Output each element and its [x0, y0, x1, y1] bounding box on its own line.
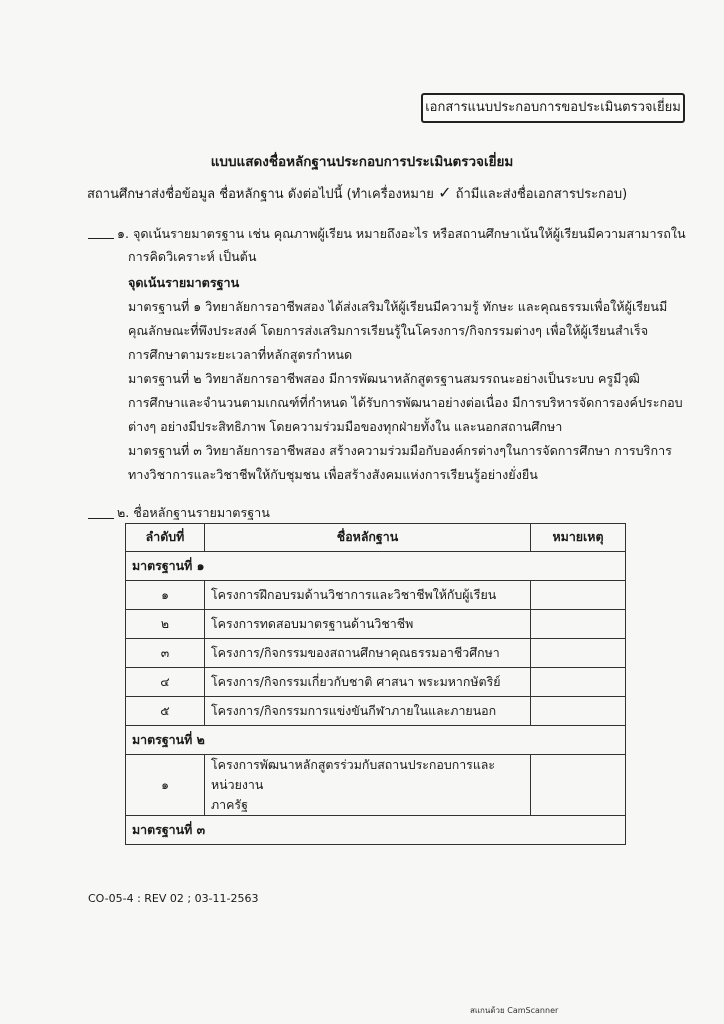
section1-line2: การคิดวิเคราะห์ เป็นต้น: [128, 249, 257, 264]
row-remark: [531, 697, 626, 726]
section1-text-line: มาตรฐานที่ ๒ วิทยาลัยการอาชีพสอง มีการพัฒนาหลักสูตรฐานสมรรถนะอย่างเป็นระบบ ครูมีวุฒิ: [128, 371, 640, 386]
table-row: [126, 639, 626, 668]
section1-text-line: ต่างๆ อย่างมีประสิทธิภาพ โดยความร่วมมือของทุกฝ่ายทั้งใน และนอกสถานศึกษา: [128, 419, 563, 434]
section2-heading: ๒. ชื่อหลักฐานรายมาตรฐาน: [117, 505, 270, 520]
row-remark: [531, 581, 626, 610]
row-evidence-name: โครงการ/กิจกรรมของสถานศึกษาคุณธรรมอาชีวศึกษา: [205, 639, 531, 668]
row-no: ๑: [126, 581, 205, 610]
row-evidence-name-line1: โครงการพัฒนาหลักสูตรร่วมกับสถานประกอบการและหน่วยงาน: [211, 757, 496, 792]
col-header-evidence-name: ชื่อหลักฐาน: [205, 524, 531, 552]
row-evidence-name-line2: ภาครัฐ: [211, 797, 248, 812]
col-header-remark: หมายเหตุ: [531, 524, 626, 552]
section1-text-line: การศึกษาตามระยะเวลาที่หลักสูตรกำหนด: [128, 347, 353, 362]
table-row: [126, 581, 626, 610]
standard-row: [126, 816, 626, 845]
section1-text-line: มาตรฐานที่ ๑ วิทยาลัยการอาชีพสอง ได้ส่งเสริมให้ผู้เรียนมีความรู้ ทักษะ และคุณธรรมเพื่อให้ผู้เรียนมี: [128, 299, 668, 314]
table-row: [126, 697, 626, 726]
standard-1-heading: มาตรฐานที่ ๑: [126, 552, 626, 581]
standard-3-heading: มาตรฐานที่ ๓: [126, 816, 626, 845]
standard-2-heading: มาตรฐานที่ ๒: [126, 726, 626, 755]
row-evidence-name: โครงการ/กิจกรรมเกี่ยวกับชาติ ศาสนา พระมหากษัตริย์: [205, 668, 531, 697]
row-evidence-name: โครงการฝึกอบรมด้านวิชาการและวิชาชีพให้กับผู้เรียน: [205, 581, 531, 610]
table-row: [126, 668, 626, 697]
scanner-watermark: สแกนด้วย CamScanner: [470, 1006, 559, 1015]
evidence-table: [125, 523, 626, 845]
table-row: [126, 610, 626, 639]
section1-text-line: การศึกษาและจำนวนตามเกณฑ์ที่กำหนด ได้รับการพัฒนาอย่างต่อเนื่อง มีการบริหารจัดการองค์ประกอบ: [128, 395, 683, 410]
row-evidence-name: [205, 755, 531, 816]
check-mark-icon: ✓: [438, 183, 452, 202]
table-row: [126, 755, 626, 816]
row-no: ๒: [126, 610, 205, 639]
section1-blank-line: [88, 238, 114, 239]
document-code-footer: CO-05-4 : REV 02 ; 03-11-2563: [88, 892, 259, 905]
intro-line: [87, 183, 627, 204]
table-header-row: [126, 524, 626, 552]
section1-line1: ๑. จุดเน้นรายมาตรฐาน เช่น คุณภาพผู้เรียน หมายถึงอะไร หรือสถานศึกษาเน้นให้ผู้เรียนมีความสามารถใน: [117, 226, 686, 241]
row-evidence-name: โครงการทดสอบมาตรฐานด้านวิชาชีพ: [205, 610, 531, 639]
section1-text-line: มาตรฐานที่ ๓ วิทยาลัยการอาชีพสอง สร้างความร่วมมือกับองค์กรต่างๆในการจัดการศึกษา การบริการ: [128, 443, 672, 458]
attachment-label-box: เอกสารแนบประกอบการขอประเมินตรวจเยี่ยม: [421, 93, 685, 123]
section2-blank-line: [88, 518, 114, 519]
section1-text-line: ทางวิชาการและวิชาชีพให้กับชุมชน เพื่อสร้างสังคมแห่งการเรียนรู้อย่างยั่งยืน: [128, 467, 538, 482]
row-no: ๕: [126, 697, 205, 726]
row-no: ๑: [126, 755, 205, 816]
col-header-no: ลำดับที่: [126, 524, 205, 552]
row-remark: [531, 639, 626, 668]
standard-row: [126, 552, 626, 581]
row-no: ๓: [126, 639, 205, 668]
document-title: แบบแสดงชื่อหลักฐานประกอบการประเมินตรวจเยี่ยม: [210, 154, 514, 170]
intro-text-before: สถานศึกษาส่งชื่อข้อมูล ชื่อหลักฐาน ดังต่อไปนี้ (ทำเครื่องหมาย: [87, 187, 434, 202]
row-evidence-name: โครงการ/กิจกรรมการแข่งขันกีฬาภายในและภายนอก: [205, 697, 531, 726]
row-remark: [531, 668, 626, 697]
section1-heading: จุดเน้นรายมาตรฐาน: [128, 275, 240, 290]
row-remark: [531, 755, 626, 816]
section1-text-line: คุณลักษณะที่พึงประสงค์ โดยการส่งเสริมการเรียนรู้ในโครงการ/กิจกรรมต่างๆ เพื่อให้ผู้เรียนสำเร็จ: [128, 323, 649, 338]
standard-row: [126, 726, 626, 755]
row-no: ๔: [126, 668, 205, 697]
row-remark: [531, 610, 626, 639]
intro-text-after: ถ้ามีและส่งชื่อเอกสารประกอบ): [455, 187, 628, 202]
